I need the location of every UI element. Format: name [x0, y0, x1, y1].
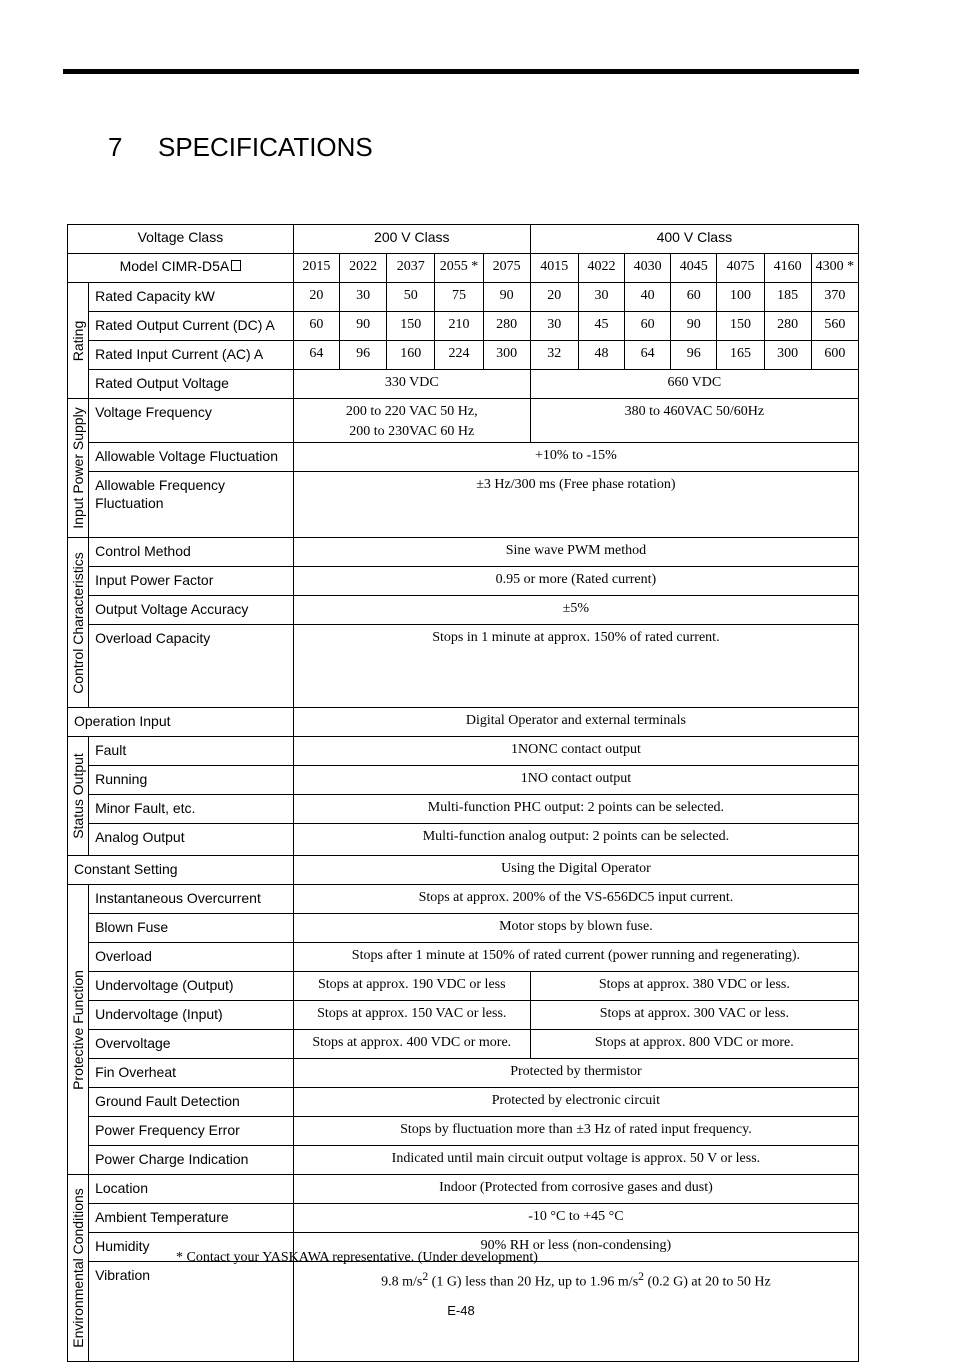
rated-output-voltage-row: [68, 370, 859, 399]
protective-row: [68, 1088, 859, 1117]
row-label: Rated Output Voltage: [89, 370, 294, 399]
value-cell: 60: [625, 312, 671, 341]
value-cell: 20: [530, 283, 578, 312]
status-row: [68, 795, 859, 824]
row-label: Operation Input: [68, 708, 294, 737]
protective-row: [68, 1030, 859, 1059]
value-cell: 90: [483, 283, 530, 312]
model-cell: 2055 *: [435, 254, 483, 283]
group-environmental-conditions: [68, 1175, 89, 1362]
vibration-text: (1 G) less than 20 Hz, up to 1.96 m/s: [428, 1274, 639, 1290]
value-cell: 660 VDC: [530, 370, 858, 399]
value-cell: 210: [435, 312, 483, 341]
operation-input-row: [68, 708, 859, 737]
value-cell: Motor stops by blown fuse.: [293, 914, 858, 943]
value-line: 200 to 220 VAC 50 Hz,: [345, 404, 478, 419]
status-row: [68, 824, 859, 856]
model-cell: 2022: [340, 254, 387, 283]
model-cell: 4015: [530, 254, 578, 283]
value-cell: 600: [811, 341, 858, 370]
model-cell: 4075: [717, 254, 764, 283]
row-label: Rated Output Current (DC) A: [89, 312, 294, 341]
value-cell: Stops at approx. 400 VDC or more.: [293, 1030, 530, 1059]
value-cell: 90% RH or less (non-condensing): [293, 1233, 858, 1262]
value-cell: 0.95 or more (Rated current): [293, 567, 858, 596]
environment-row: [68, 1204, 859, 1233]
value-cell: ±5%: [293, 596, 858, 625]
status-row: [68, 766, 859, 795]
group-protective-function: [68, 885, 89, 1175]
row-label: Control Method: [89, 538, 294, 567]
class-200-header: 200 V Class: [293, 225, 530, 254]
group-rating: [68, 283, 89, 399]
superscript: 2: [638, 1270, 644, 1283]
value-cell: 30: [530, 312, 578, 341]
value-cell: 560: [811, 312, 858, 341]
protective-row: [68, 1059, 859, 1088]
section-number: 7: [108, 132, 123, 162]
footnote: * Contact your YASKAWA representative. (Under development): [176, 1250, 538, 1265]
value-cell: 330 VDC: [293, 370, 530, 399]
value-cell: Stops at approx. 200% of the VS-656DC5 input current.: [293, 885, 858, 914]
row-label: Overload Capacity: [89, 625, 294, 708]
row-label: Output Voltage Accuracy: [89, 596, 294, 625]
value-cell: 64: [625, 341, 671, 370]
model-row: [68, 254, 859, 283]
row-label: Running: [89, 766, 294, 795]
row-label: Ambient Temperature: [89, 1204, 294, 1233]
value-cell: +10% to -15%: [293, 443, 858, 472]
value-cell: 150: [717, 312, 764, 341]
group-label: Rating: [70, 320, 87, 361]
value-cell: 75: [435, 283, 483, 312]
row-label: Ground Fault Detection: [89, 1088, 294, 1117]
top-rule: [63, 69, 859, 74]
voltage-frequency-row: [68, 399, 859, 443]
row-label: Minor Fault, etc.: [89, 795, 294, 824]
vibration-text: (0.2 G) at 20 to 50 Hz: [643, 1274, 771, 1290]
row-label: Power Frequency Error: [89, 1117, 294, 1146]
model-cell: 4300 *: [811, 254, 858, 283]
row-label: Rated Input Current (AC) A: [89, 341, 294, 370]
row-label: Vibration: [89, 1262, 294, 1362]
value-cell: 160: [387, 341, 435, 370]
value-cell: Digital Operator and external terminals: [293, 708, 858, 737]
rating-row: [68, 312, 859, 341]
value-cell: 50: [387, 283, 435, 312]
model-label-cell: [68, 254, 294, 283]
vibration-text: 9.8 m/s: [381, 1274, 423, 1290]
group-label: Environmental Conditions: [70, 1188, 87, 1348]
protective-row: [68, 914, 859, 943]
model-cell: 2015: [293, 254, 339, 283]
row-label: Undervoltage (Output): [89, 972, 294, 1001]
value-cell: 1NO contact output: [293, 766, 858, 795]
row-label: Rated Capacity kW: [89, 283, 294, 312]
value-line: 200 to 230VAC 60 Hz: [349, 424, 475, 439]
value-cell: Sine wave PWM method: [293, 538, 858, 567]
value-cell: 300: [483, 341, 530, 370]
value-cell: Stops at approx. 380 VDC or less.: [530, 972, 858, 1001]
value-cell: 280: [764, 312, 811, 341]
value-cell: Stops after 1 minute at 150% of rated current (power running and regenerating).: [293, 943, 858, 972]
value-cell: Protected by electronic circuit: [293, 1088, 858, 1117]
row-label: Undervoltage (Input): [89, 1001, 294, 1030]
row-label: Allowable Frequency Fluctuation: [89, 472, 294, 538]
protective-row: [68, 1001, 859, 1030]
value-cell: 40: [625, 283, 671, 312]
value-cell: 64: [293, 341, 339, 370]
value-cell: Stops at approx. 300 VAC or less.: [530, 1001, 858, 1030]
value-cell: Multi-function PHC output: 2 points can be selected.: [293, 795, 858, 824]
model-cell: 4160: [764, 254, 811, 283]
section-title: SPECIFICATIONS: [158, 132, 373, 162]
value-cell: Stops by fluctuation more than ±3 Hz of rated input frequency.: [293, 1117, 858, 1146]
value-cell: 280: [483, 312, 530, 341]
value-cell: Stops at approx. 150 VAC or less.: [293, 1001, 530, 1030]
row-label: Allowable Voltage Fluctuation: [89, 443, 294, 472]
constant-setting-row: [68, 856, 859, 885]
superscript: 2: [422, 1270, 429, 1283]
group-label: Control Characteristics: [70, 551, 87, 694]
row-label: Instantaneous Overcurrent: [89, 885, 294, 914]
value-cell: 96: [671, 341, 717, 370]
value-cell: 185: [764, 283, 811, 312]
group-control-characteristics: [68, 538, 89, 708]
row-label: Power Charge Indication: [89, 1146, 294, 1175]
value-cell: 150: [387, 312, 435, 341]
rating-row: [68, 283, 859, 312]
control-row: [68, 625, 859, 708]
value-cell: 100: [717, 283, 764, 312]
value-cell: 45: [578, 312, 624, 341]
value-cell: 380 to 460VAC 50/60Hz: [530, 399, 858, 443]
value-cell: 60: [671, 283, 717, 312]
row-label: Analog Output: [89, 824, 294, 856]
row-label: Fin Overheat: [89, 1059, 294, 1088]
voltage-class-row: [68, 225, 859, 254]
row-label: Constant Setting: [68, 856, 294, 885]
environment-row: [68, 1175, 859, 1204]
row-label: Voltage Frequency: [89, 399, 294, 443]
specifications-table: [67, 224, 859, 1362]
value-cell: 90: [671, 312, 717, 341]
model-cell: 2075: [483, 254, 530, 283]
value-cell: Multi-function analog output: 2 points can be selected.: [293, 824, 858, 856]
row-label: Fault: [89, 737, 294, 766]
value-cell: Stops at approx. 190 VDC or less: [293, 972, 530, 1001]
protective-row: [68, 885, 859, 914]
value-cell: [293, 399, 530, 443]
value-cell: Stops at approx. 800 VDC or more.: [530, 1030, 858, 1059]
value-cell: 30: [578, 283, 624, 312]
value-cell: 90: [340, 312, 387, 341]
group-input-power-supply: [68, 399, 89, 538]
model-cell: 2037: [387, 254, 435, 283]
control-row: [68, 596, 859, 625]
control-row: [68, 538, 859, 567]
value-cell: 165: [717, 341, 764, 370]
row-label: Overload: [89, 943, 294, 972]
row-label: Humidity: [89, 1233, 294, 1262]
group-status-output: [68, 737, 89, 856]
row-label: Overvoltage: [89, 1030, 294, 1059]
value-cell: -10 °C to +45 °C: [293, 1204, 858, 1233]
protective-row: [68, 972, 859, 1001]
page-number: E-48: [447, 1303, 475, 1318]
group-label: Status Output: [70, 753, 87, 839]
value-cell: 300: [764, 341, 811, 370]
protective-row: [68, 1117, 859, 1146]
protective-row: [68, 943, 859, 972]
value-cell: Indoor (Protected from corrosive gases and dust): [293, 1175, 858, 1204]
model-cell: 4030: [625, 254, 671, 283]
allowable-frequency-fluctuation-row: [68, 472, 859, 538]
section-heading: [108, 132, 373, 163]
row-label: Blown Fuse: [89, 914, 294, 943]
value-cell: 20: [293, 283, 339, 312]
model-cell: 4022: [578, 254, 624, 283]
value-cell: 1NONC contact output: [293, 737, 858, 766]
voltage-class-label: Voltage Class: [68, 225, 294, 254]
value-cell: 96: [340, 341, 387, 370]
value-cell: 30: [340, 283, 387, 312]
value-cell: Indicated until main circuit output voltage is approx. 50 V or less.: [293, 1146, 858, 1175]
model-cell: 4045: [671, 254, 717, 283]
value-cell: ±3 Hz/300 ms (Free phase rotation): [293, 472, 858, 538]
value-cell: 60: [293, 312, 339, 341]
value-cell: Stops in 1 minute at approx. 150% of rated current.: [293, 625, 858, 708]
control-row: [68, 567, 859, 596]
class-400-header: 400 V Class: [530, 225, 858, 254]
row-label: Input Power Factor: [89, 567, 294, 596]
placeholder-box-icon: [231, 260, 241, 271]
group-label: Protective Function: [70, 969, 87, 1090]
value-cell: 370: [811, 283, 858, 312]
row-label: Location: [89, 1175, 294, 1204]
model-label: Model CIMR-D5A: [119, 258, 230, 274]
value-cell: 48: [578, 341, 624, 370]
status-row: [68, 737, 859, 766]
protective-row: [68, 1146, 859, 1175]
value-cell: 32: [530, 341, 578, 370]
value-cell: Using the Digital Operator: [293, 856, 858, 885]
rating-row: [68, 341, 859, 370]
group-label: Input Power Supply: [70, 407, 87, 529]
value-cell: 224: [435, 341, 483, 370]
allowable-voltage-fluctuation-row: [68, 443, 859, 472]
value-cell: Protected by thermistor: [293, 1059, 858, 1088]
